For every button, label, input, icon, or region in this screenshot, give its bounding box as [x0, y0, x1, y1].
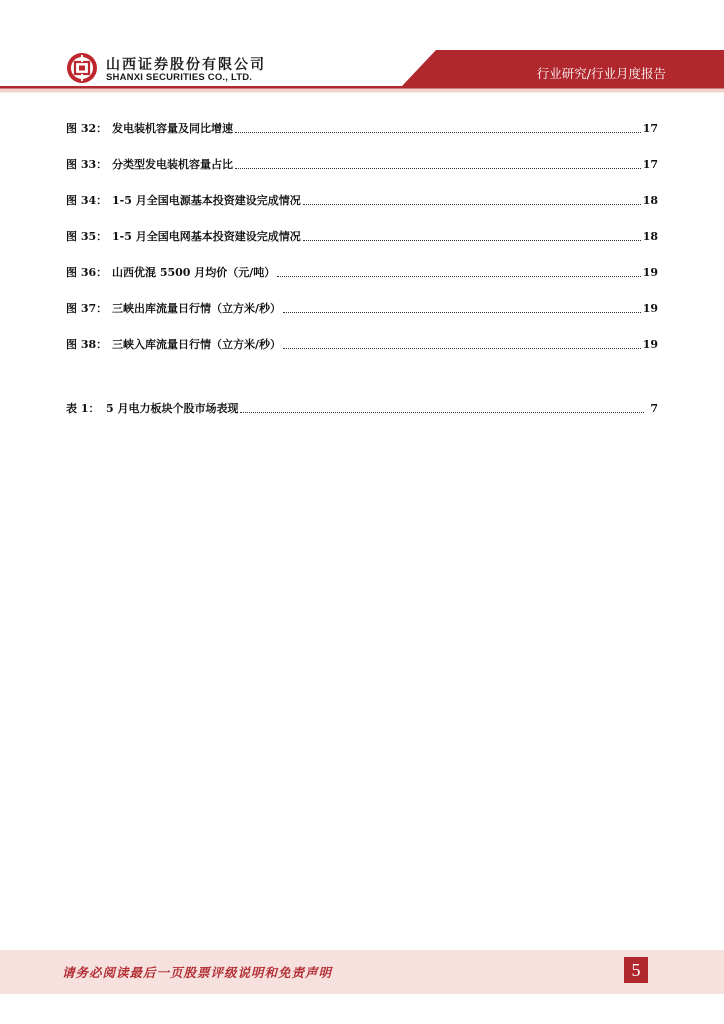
toc-entry-label: 图 36：	[66, 266, 108, 279]
toc-entry-label: 表 1：	[66, 402, 100, 415]
toc-leader-dots	[283, 348, 641, 349]
toc-entry-table-1[interactable]	[66, 402, 658, 416]
company-name-en: SHANXI SECURITIES CO., LTD.	[106, 72, 253, 83]
toc-entry-figure-36[interactable]	[66, 266, 658, 280]
toc-entry-title: 1-5 月全国电网基本投资建设完成情况	[112, 230, 301, 243]
toc-entry-title: 发电装机容量及同比增速	[112, 122, 233, 135]
page-footer	[0, 950, 724, 994]
toc-entry-label: 图 32：	[66, 122, 108, 135]
toc-entry-page: 19	[642, 302, 658, 315]
toc-entry-label: 图 38：	[66, 338, 108, 351]
toc-entry-page: 17	[642, 122, 658, 135]
toc-entry-page: 19	[642, 338, 658, 351]
toc-entry-title: 山西优混 5500 月均价（元/吨）	[112, 266, 276, 279]
page-number: 5	[624, 957, 648, 983]
toc-entry-title: 三峡出库流量日行情（立方米/秒）	[112, 302, 282, 315]
toc-entry-figure-32[interactable]	[66, 122, 658, 136]
toc-entry-label: 图 34：	[66, 194, 108, 207]
toc-entry-page: 7	[650, 402, 658, 415]
toc-entry-label: 图 35：	[66, 230, 108, 243]
shanxi-securities-logo-icon	[66, 52, 98, 84]
toc-leader-dots	[240, 412, 644, 413]
toc-entry-figure-38[interactable]	[66, 338, 658, 352]
toc-leader-dots	[277, 276, 640, 277]
toc-leader-dots	[235, 168, 641, 169]
toc-leader-dots	[303, 240, 641, 241]
toc-leader-dots	[235, 132, 641, 133]
disclaimer-notice: 请务必阅读最后一页股票评级说明和免责声明	[62, 965, 333, 980]
toc-entry-label: 图 33：	[66, 158, 108, 171]
page-header	[0, 0, 724, 100]
toc-entry-title: 分类型发电装机容量占比	[112, 158, 233, 171]
toc-entry-figure-33[interactable]	[66, 158, 658, 172]
toc-leader-dots	[303, 204, 641, 205]
toc-entry-figure-37[interactable]	[66, 302, 658, 316]
toc-entry-page: 18	[642, 230, 658, 243]
toc-leader-dots	[283, 312, 641, 313]
company-name-cn: 山西证券股份有限公司	[106, 57, 266, 73]
toc-entry-title: 1-5 月全国电源基本投资建设完成情况	[112, 194, 301, 207]
toc-entry-page: 19	[642, 266, 658, 279]
toc-entry-figure-35[interactable]	[66, 230, 658, 244]
toc-entry-title: 5 月电力板块个股市场表现	[106, 402, 239, 415]
report-type: 行业研究/行业月度报告	[536, 66, 666, 81]
toc-entry-label: 图 37：	[66, 302, 108, 315]
toc-entry-page: 17	[642, 158, 658, 171]
toc-entry-title: 三峡入库流量日行情（立方米/秒）	[112, 338, 282, 351]
toc-entry-page: 18	[642, 194, 658, 207]
toc-entry-figure-34[interactable]	[66, 194, 658, 208]
